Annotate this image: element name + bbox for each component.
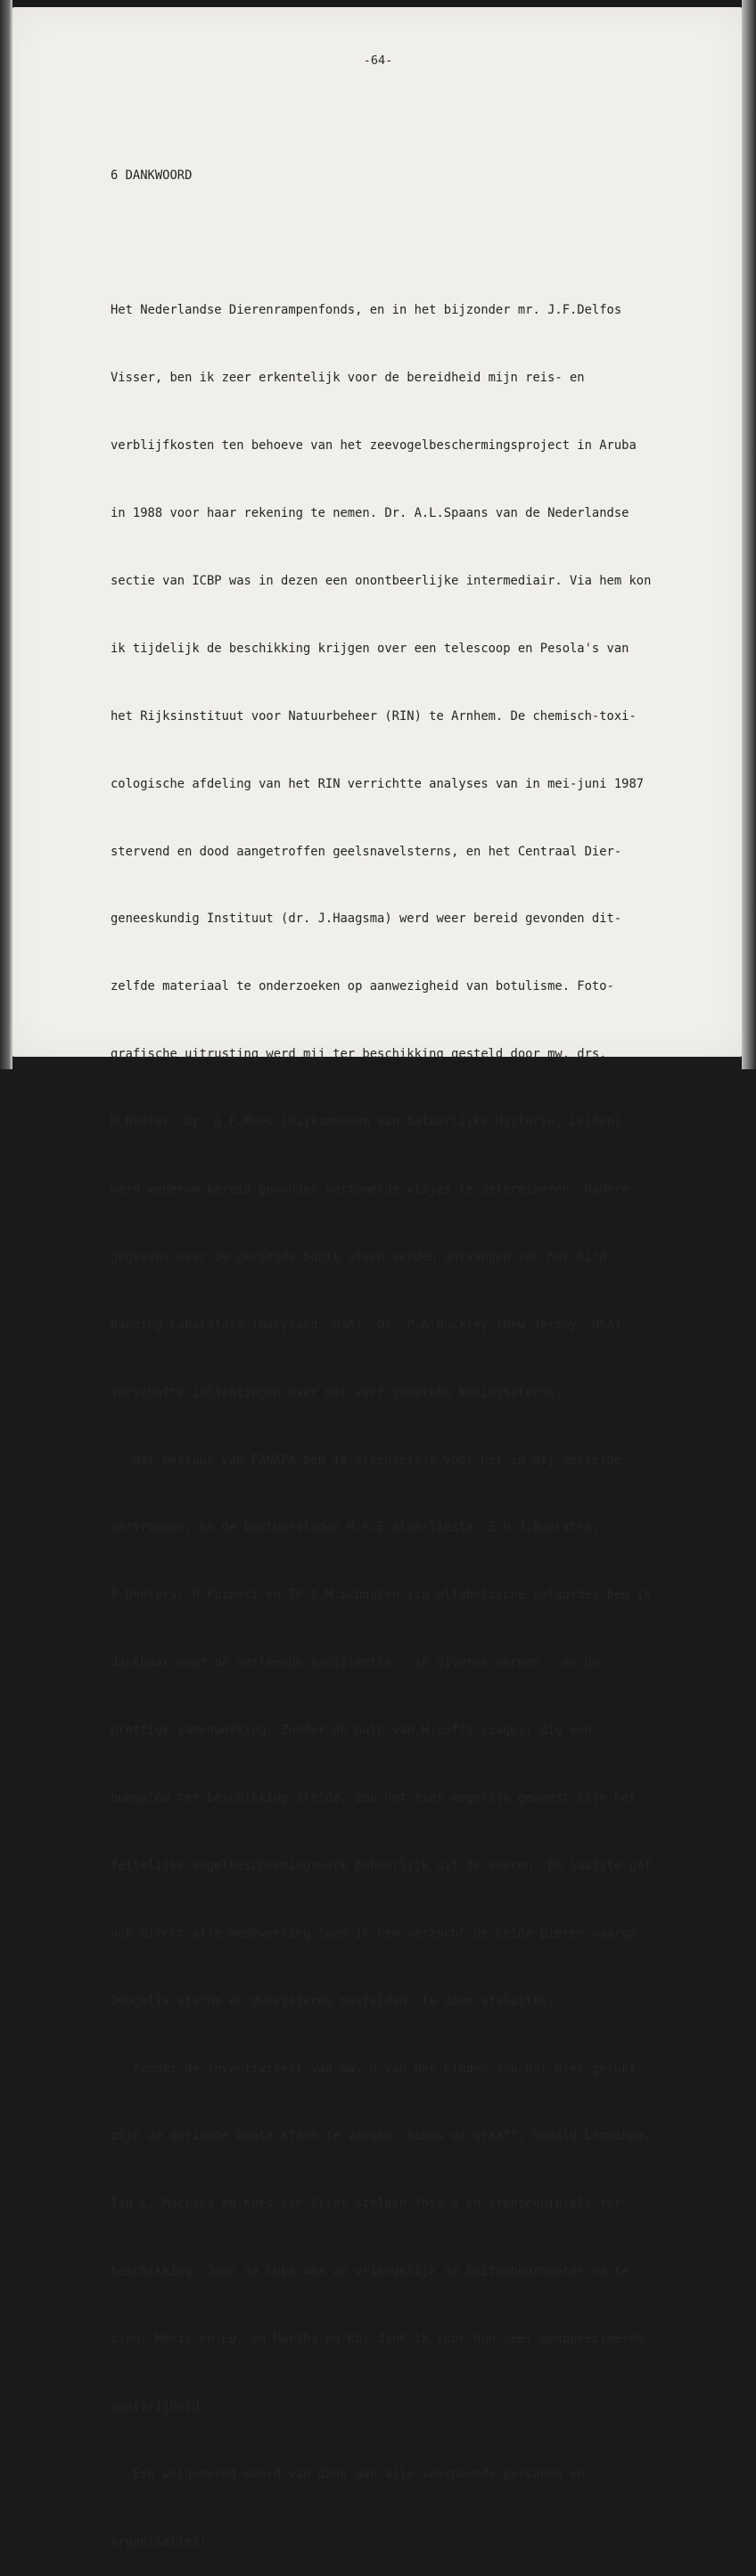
text-line: feitelijke vogelbeschermingswerk behoorlijk uit te voeren. De laatste gaf — [111, 1858, 652, 1873]
text-line: geneeskundig Instituut (dr. J.Haagsma) werd weer bereid gevonden dit- — [111, 912, 622, 927]
text-line: Ian C. MacLeod en Kees van Vliet stelden foto's en kranteknipsels ter — [111, 2196, 622, 2212]
text-line: zien. Mavis en Ep, en Martha en Roy dank ik voor hun zeer geapprecieerde — [111, 2332, 645, 2347]
text-line: organisaties! — [111, 2534, 207, 2549]
text-line: gastvrijheid. — [111, 2399, 207, 2414]
text-line: verschafte inlichtingen over met verf gemerkte koningssterns. — [111, 1385, 563, 1400]
text-line: Een welgemeend woord van dank aan alle voornoemde personen en — [111, 2466, 585, 2482]
text-line: P.Denters, H.Kuiperi en Th.C.M.Schouten (in alfabetische volgorde) ben ik — [111, 1588, 652, 1603]
body-text — [111, 119, 681, 2576]
text-line: het Rijksinstituut voor Natuurbeheer (RIN) te Arnhem. De chemisch-toxi- — [111, 708, 637, 724]
text-line: dankbaar voor de verleende assistentie - in diverse vormen - en de — [111, 1656, 600, 1671]
text-line: zijn de geringde bonte stern te vangen. Rinus de Graaff, Ronald Lemminga, — [111, 2129, 652, 2144]
text-line: gegevens over de geringde bonte stern werden ontvangen van het Bird — [111, 1249, 607, 1264]
text-line: grafische uitrusting werd mij ter beschikking gesteld door mw. drs. — [111, 1047, 607, 1062]
text-line: verblijfkosten ten behoeve van het zeevogelbeschermingsproject in Aruba — [111, 438, 637, 454]
text-line: sectie van ICBP was in dezen een onontbeerlijke intermediair. Via hem kon — [111, 573, 652, 588]
section-heading: 6 DANKWOORD — [111, 168, 193, 183]
text-line: zelfde materiaal te onderzoeken op aanwezigheid van botulisme. Foto- — [111, 979, 614, 994]
text-line: M.Nooter. Dr. G.F.Mees (Rijksmuseum van Natuurlijke Historie, Leiden) — [111, 1115, 622, 1130]
text-line: Het Nederlandse Dierenrampenfonds, en in het bijzonder mr. J.F.Delfos — [111, 303, 622, 318]
text-line: stervend en dood aangetroffen geelsnavelsterns, en het Centraal Dier- — [111, 844, 622, 859]
text-line: vertrouwen, en de bestuursleden M.R.E.Alderlieste, E.H.J.Boerstra, — [111, 1520, 600, 1535]
text-line: Visser, ben ik zeer erkentelijk voor de bereidheid mijn reis- en — [111, 371, 585, 386]
scan-left-edge — [0, 0, 12, 1069]
text-line: bungalow ter beschikking stelde, zou het niet mogelijk geweest zijn het — [111, 1790, 637, 1805]
text-line: prettige samenwerking. Zonder de hulp van H.Coffi (Lago), die een — [111, 1723, 592, 1738]
text-line: cologische afdeling van het RIN verrichtte analyses van in mei-juni 1987 — [111, 776, 645, 791]
text-line: werd wederom bereid gevonden verzamelde visjes te determineren. Nadere — [111, 1182, 629, 1197]
text-line: beschikking. Juan de Cuba was zo vriendelijk de buitenboordmotor na te — [111, 2264, 629, 2279]
text-line: ik tijdelijk de beschikking krijgen over een telescoop en Pesola's van — [111, 641, 629, 656]
text-line: ook direct alle medewerking toen ik hem verzocht de beide pieren waarop — [111, 1926, 637, 1941]
text-line: Dougalls sterns en dwergsterns nestelden, te doen afsluiten. — [111, 1993, 555, 2008]
text-line: in 1988 voor haar rekening te nemen. Dr. A.L.Spaans van de Nederlandse — [111, 506, 629, 521]
text-line: Het bestuur van FANAPA ben ik erkentelijk voor het in mij gestelde — [111, 1452, 622, 1468]
page-number: -64- — [363, 53, 393, 68]
text-line: Zonder de inventiviteit van mw. O.van der Linden zou het niet gelukt — [111, 2061, 637, 2076]
scan-right-edge — [742, 0, 756, 1069]
text-line: Banding Laboratory (Maryland, USA). Dr. P.A.Buckley (New Jersey, USA) — [111, 1317, 622, 1332]
